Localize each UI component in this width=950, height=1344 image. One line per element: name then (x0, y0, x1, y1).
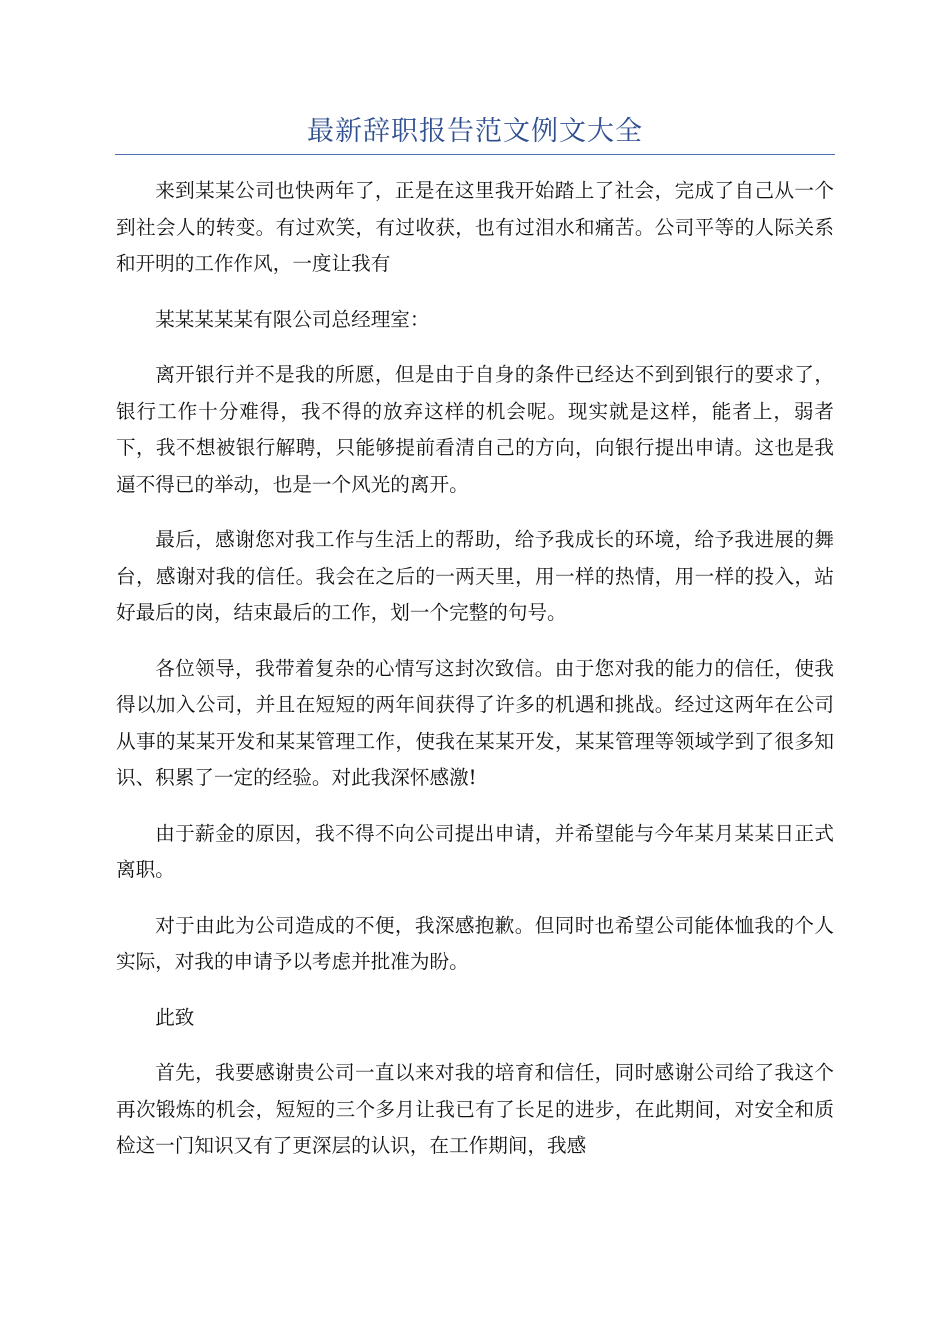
document-title: 最新辞职报告范文例文大全 (307, 116, 643, 147)
paragraph: 此致 (155, 1005, 195, 1029)
paragraph: 各位领导，我带着复杂的心情写这封次致信。由于您对我的能力的信任，使我得以加入公司，并且在短短的两年间获得了许多的机遇和挑战。经过这两年在公司从事的某某开发和某某管理工作，使我在某某开发，某某管理等领域学到了很多知识、积累了一定的经验。对此我深怀感激! (116, 656, 834, 789)
title-underline (115, 154, 835, 155)
paragraph: 对于由此为公司造成的不便，我深感抱歉。但同时也希望公司能体恤我的个人实际，对我的申请予以考虑并批准为盼。 (116, 913, 834, 973)
paragraph: 最后，感谢您对我工作与生活上的帮助，给予我成长的环境，给予我进展的舞台，感谢对我的信任。我会在之后的一两天里，用一样的热情，用一样的投入，站好最后的岗，结束最后的工作，划一个完整的句号。 (116, 528, 834, 624)
paragraph: 来到某某公司也快两年了，正是在这里我开始踏上了社会，完成了自己从一个到社会人的转变。有过欢笑，有过收获，也有过泪水和痛苦。公司平等的人际关系和开明的工作作风，一度让我有 (116, 179, 834, 275)
paragraph: 由于薪金的原因，我不得不向公司提出申请，并希望能与今年某月某某日正式离职。 (116, 821, 834, 881)
document-body (116, 173, 834, 1184)
paragraph: 某某某某某有限公司总经理室： (155, 307, 430, 331)
paragraph: 首先，我要感谢贵公司一直以来对我的培育和信任，同时感谢公司给了我这个再次锻炼的机会，短短的三个多月让我已有了长足的进步，在此期间，对安全和质检这一门知识又有了更深层的认识，在工作期间，我感 (116, 1061, 834, 1157)
paragraph: 离开银行并不是我的所愿，但是由于自身的条件已经达不到到银行的要求了，银行工作十分难得，我不得的放弃这样的机会呢。现实就是这样，能者上，弱者下，我不想被银行解聘，只能够提前看清自己的方向，向银行提出申请。这也是我逼不得已的举动，也是一个风光的离开。 (116, 363, 834, 496)
